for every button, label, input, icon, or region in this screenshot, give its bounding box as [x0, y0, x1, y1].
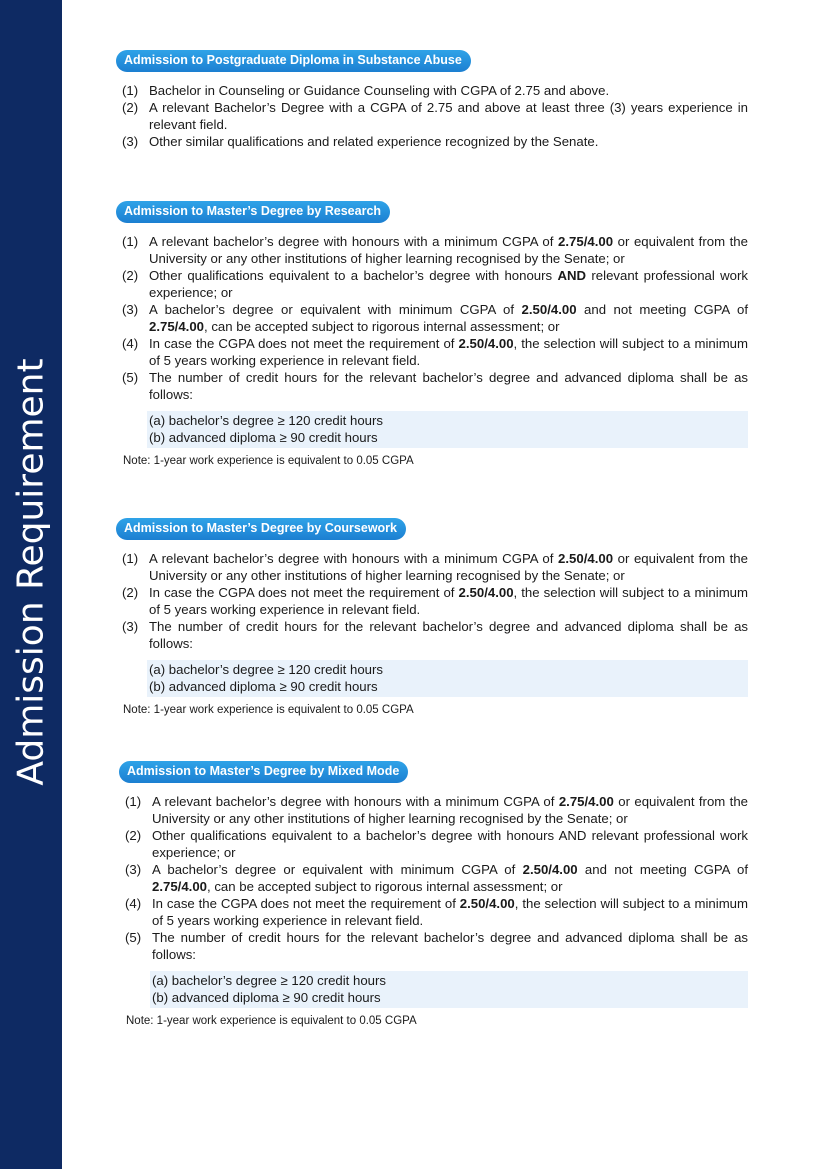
requirement-item [116, 82, 748, 99]
requirement-number: (3) [122, 134, 139, 149]
sidebar [0, 0, 62, 1169]
requirement-text: Other similar qualifications and related experience recognized by the Senate. [149, 134, 599, 149]
credit-hours-item: (a) bachelor’s degree ≥ 120 credit hours [149, 413, 384, 428]
requirement-number: (2) [122, 100, 139, 115]
requirement-item [116, 267, 748, 301]
requirement-item [116, 550, 748, 584]
requirement-item [116, 335, 748, 369]
requirement-number: (5) [122, 370, 139, 385]
note: Note: 1-year work experience is equivalent to 0.05 CGPA [126, 1015, 417, 1027]
section-heading: Admission to Master’s Degree by Research [116, 201, 390, 223]
requirement-number: (1) [122, 551, 139, 566]
requirement-item [116, 133, 748, 150]
section-postgraduate-diploma [116, 49, 748, 150]
requirement-text: In case the CGPA does not meet the requirement of 2.50/4.00, the selection will subject to a minimum of 5 years working experience in relevant field. [149, 336, 748, 368]
requirement-number: (2) [125, 828, 142, 843]
requirement-item [119, 793, 748, 827]
credit-hours-item: (a) bachelor’s degree ≥ 120 credit hours [152, 973, 387, 988]
requirement-list [119, 793, 748, 963]
requirement-number: (4) [122, 336, 139, 351]
requirement-number: (4) [125, 896, 142, 911]
requirement-text: A bachelor’s degree or equivalent with minimum CGPA of 2.50/4.00 and not meeting CGPA of 2.75/4.00, can be accepted subject to rigorous internal assessment; or [149, 302, 748, 334]
requirement-text: A relevant bachelor’s degree with honours with a minimum CGPA of 2.75/4.00 or equivalent from the University or any other institutions of higher learning recognised by the Senate; or [152, 794, 748, 826]
requirement-number: (1) [122, 234, 139, 249]
section-heading: Admission to Master’s Degree by Mixed Mode [119, 761, 408, 783]
requirement-number: (1) [122, 83, 139, 98]
credit-hours-box [150, 971, 748, 1008]
note: Note: 1-year work experience is equivalent to 0.05 CGPA [123, 704, 414, 716]
requirement-text: A relevant bachelor’s degree with honours with a minimum CGPA of 2.50/4.00 or equivalent from the University or any other institutions of higher learning recognised by the Senate; or [149, 551, 748, 583]
section-heading: Admission to Master’s Degree by Coursework [116, 518, 406, 540]
requirement-item [116, 233, 748, 267]
requirement-text: In case the CGPA does not meet the requirement of 2.50/4.00, the selection will subject to a minimum of 5 years working experience in relevant field. [152, 896, 748, 928]
requirement-text: The number of credit hours for the relevant bachelor’s degree and advanced diploma shall be as follows: [152, 930, 748, 962]
requirement-item [119, 895, 748, 929]
section-masters-coursework [116, 517, 748, 717]
requirement-text: In case the CGPA does not meet the requirement of 2.50/4.00, the selection will subject to a minimum of 5 years working experience in relevant field. [149, 585, 748, 617]
requirement-item [119, 861, 748, 895]
requirement-text: Other qualifications equivalent to a bachelor’s degree with honours AND relevant professional work experience; or [152, 828, 748, 860]
requirement-item [116, 301, 748, 335]
requirement-item [119, 827, 748, 861]
requirement-list [116, 82, 748, 150]
requirement-number: (3) [122, 619, 139, 634]
requirement-text: Bachelor in Counseling or Guidance Counseling with CGPA of 2.75 and above. [149, 83, 610, 98]
requirement-number: (5) [125, 930, 142, 945]
requirement-item [116, 618, 748, 652]
requirement-text: The number of credit hours for the relevant bachelor’s degree and advanced diploma shall be as follows: [149, 619, 748, 651]
requirement-text: A bachelor’s degree or equivalent with minimum CGPA of 2.50/4.00 and not meeting CGPA of 2.75/4.00, can be accepted subject to rigorous internal assessment; or [152, 862, 749, 894]
requirement-number: (3) [122, 302, 139, 317]
section-masters-mixed-mode [119, 760, 748, 1028]
requirement-number: (2) [122, 268, 139, 283]
requirement-item [116, 369, 748, 403]
requirement-item [119, 929, 748, 963]
credit-hours-box [147, 660, 748, 697]
credit-hours-item: (a) bachelor’s degree ≥ 120 credit hours [149, 662, 384, 677]
requirement-text: A relevant bachelor’s degree with honours with a minimum CGPA of 2.75/4.00 or equivalent from the University or any other institutions of higher learning recognised by the Senate; or [149, 234, 748, 266]
requirement-list [116, 233, 748, 403]
requirement-text: A relevant Bachelor’s Degree with a CGPA of 2.75 and above at least three (3) years experience in relevant field. [149, 100, 748, 132]
requirement-number: (1) [125, 794, 142, 809]
requirement-number: (3) [125, 862, 142, 877]
credit-hours-item: (b) advanced diploma ≥ 90 credit hours [149, 430, 378, 445]
credit-hours-item: (b) advanced diploma ≥ 90 credit hours [149, 679, 378, 694]
section-masters-research [116, 200, 748, 468]
requirement-text: Other qualifications equivalent to a bachelor’s degree with honours AND relevant professional work experience; or [149, 268, 748, 300]
requirement-item [116, 99, 748, 133]
requirement-list [116, 550, 748, 652]
requirement-number: (2) [122, 585, 139, 600]
credit-hours-item: (b) advanced diploma ≥ 90 credit hours [152, 990, 381, 1005]
requirement-item [116, 584, 748, 618]
requirement-text: The number of credit hours for the relevant bachelor’s degree and advanced diploma shall be as follows: [149, 370, 748, 402]
section-heading: Admission to Postgraduate Diploma in Substance Abuse [116, 50, 471, 72]
sidebar-title: Admission Requirement [10, 358, 52, 786]
note: Note: 1-year work experience is equivalent to 0.05 CGPA [123, 455, 414, 467]
credit-hours-box [147, 411, 748, 448]
